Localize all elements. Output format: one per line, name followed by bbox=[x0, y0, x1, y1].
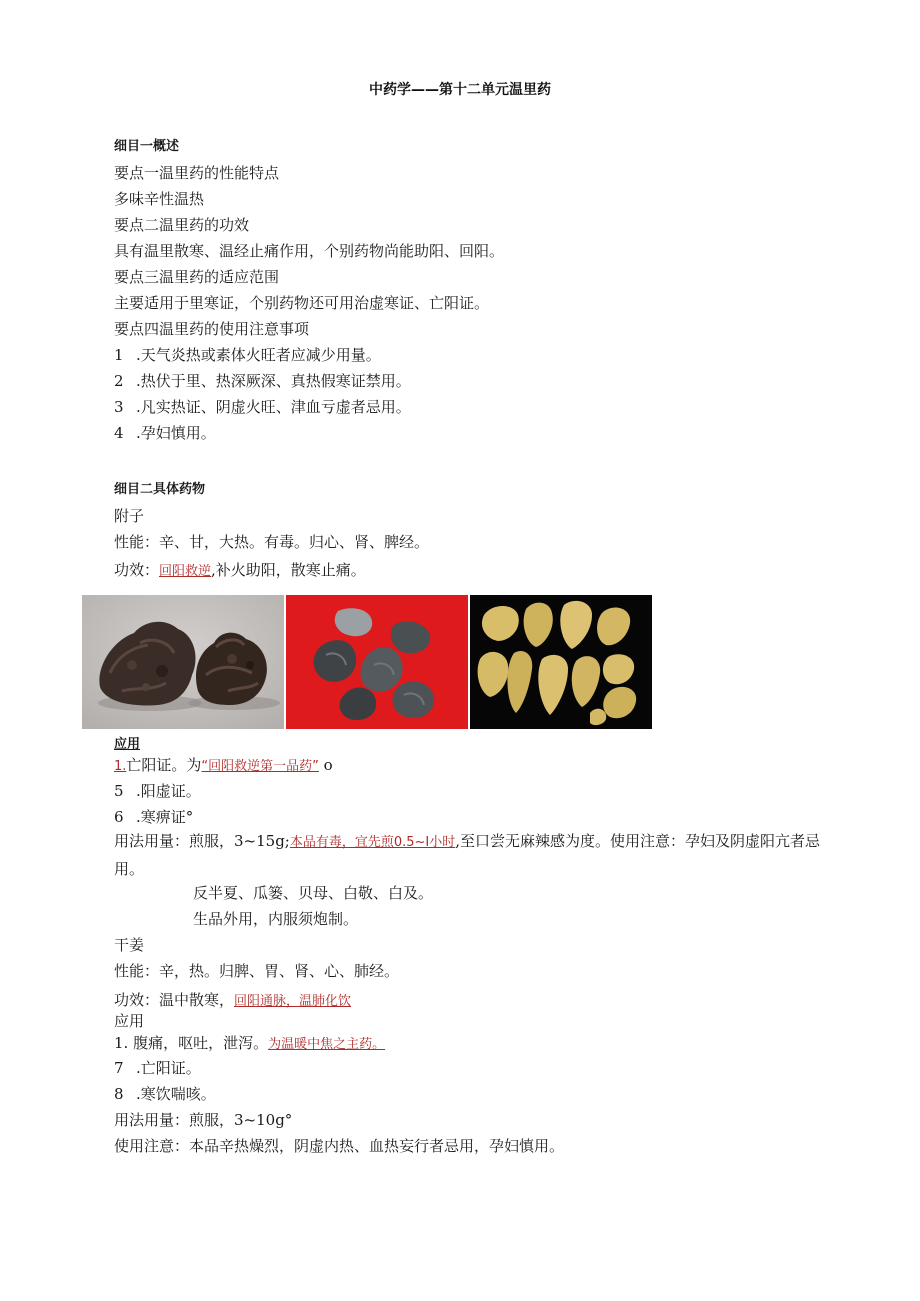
section1-line: 要点四温里药的使用注意事项 bbox=[114, 320, 310, 338]
fuzi-app1-tail: o bbox=[318, 756, 333, 774]
section1-line: 主要适用于里寒证，个别药物还可用治虚寒证、亡阳证。 bbox=[114, 294, 490, 312]
herb-name-fuzi: 附子 bbox=[114, 507, 145, 525]
fuzi-app3-number: 6 bbox=[114, 808, 124, 826]
herb-name-ganjiang: 干姜 bbox=[114, 936, 145, 954]
fuzi-application-heading: 应用 bbox=[114, 737, 141, 752]
fuzi-usage-prefix: 用法用量：煎服，3~15g; bbox=[114, 832, 290, 850]
ganjiang-app1-text: 1. 腹痛，呕吐，泄泻。 bbox=[114, 1034, 269, 1052]
fuzi-application-item bbox=[114, 781, 201, 801]
ganjiang-effect-prefix: 功效：温中散寒， bbox=[114, 991, 235, 1009]
ganjiang-application-item bbox=[114, 1084, 216, 1104]
caution-text: .天气炎热或素体火旺者应减少用量。 bbox=[136, 346, 381, 364]
fuzi-app2-number: 5 bbox=[114, 782, 124, 800]
ganjiang-effect-highlight: 回阳通脉，温肺化饮 bbox=[234, 994, 352, 1009]
fuzi-nature: 性能：辛、甘，大热。有毒。归心、肾、脾经。 bbox=[114, 533, 430, 551]
section1-line: 要点三温里药的适应范围 bbox=[114, 268, 280, 286]
fuzi-effect-highlight: 回阳救逆 bbox=[159, 564, 212, 579]
fuzi-contraindication: 反半夏、瓜篓、贝母、白敬、白及。 bbox=[193, 884, 434, 902]
ganjiang-application-item bbox=[114, 1033, 385, 1055]
ganjiang-application-item bbox=[114, 1058, 201, 1078]
ganjiang-effect bbox=[114, 990, 351, 1012]
ganjiang-usage: 用法用量：煎服，3~10g° bbox=[114, 1111, 293, 1129]
caution-item bbox=[114, 397, 411, 417]
caution-text: .凡实热证、阴虚火旺、津血亏虚者忌用。 bbox=[136, 398, 411, 416]
fuzi-usage-rest: ,至口尝无麻辣感为度。使用注意：孕妇及阴虚阳亢者忌用。 bbox=[114, 832, 821, 878]
caution-number: 3 bbox=[114, 398, 124, 416]
caution-text: .热伏于里、热深厥深、真热假寒证禁用。 bbox=[136, 372, 411, 390]
fuzi-app1-number: 1. bbox=[114, 759, 127, 774]
ganjiang-nature: 性能：辛，热。归脾、胃、肾、心、肺经。 bbox=[114, 962, 400, 980]
fuzi-effect-prefix: 功效： bbox=[114, 561, 160, 579]
section1-heading: 细目一概述 bbox=[114, 139, 180, 154]
fuzi-app2-text: .阳虚证。 bbox=[136, 782, 201, 800]
fuzi-preparation-note: 生品外用，内服须炮制。 bbox=[193, 910, 359, 928]
fuzi-effect bbox=[114, 560, 366, 582]
fuzi-app3-text: .寒痹证° bbox=[136, 808, 194, 826]
caution-number: 2 bbox=[114, 372, 124, 390]
ganjiang-caution: 使用注意：本品辛热燥烈，阴虚内热、血热妄行者忌用，孕妇慎用。 bbox=[114, 1137, 565, 1155]
caution-number: 1 bbox=[114, 346, 124, 364]
fuzi-app1-highlight: “回阳救逆第一品药” bbox=[201, 759, 319, 774]
fuzi-whole-root-photo bbox=[82, 595, 284, 729]
ganjiang-app2-number: 7 bbox=[114, 1059, 124, 1077]
fuzi-black-slices-photo bbox=[286, 595, 468, 729]
caution-item bbox=[114, 423, 216, 443]
fuzi-effect-rest: ,补火助阳，散寒止痛。 bbox=[211, 561, 366, 579]
ganjiang-application-heading: 应用 bbox=[114, 1012, 145, 1030]
caution-item bbox=[114, 345, 381, 365]
fuzi-app1-text: 亡阳证。为 bbox=[126, 756, 202, 774]
ganjiang-app3-number: 8 bbox=[114, 1085, 124, 1103]
section1-line: 要点二温里药的功效 bbox=[114, 216, 250, 234]
fuzi-usage-paragraph bbox=[114, 828, 834, 883]
section1-line: 要点一温里药的性能特点 bbox=[114, 164, 280, 182]
ganjiang-app3-text: .寒饮喘咳。 bbox=[136, 1085, 216, 1103]
caution-text: .孕妇慎用。 bbox=[136, 424, 216, 442]
section2-heading: 细目二具体药物 bbox=[114, 482, 206, 497]
ganjiang-app2-text: .亡阳证。 bbox=[136, 1059, 201, 1077]
section1-line: 多味辛性温热 bbox=[114, 190, 205, 208]
fuzi-application-item bbox=[114, 755, 333, 777]
fuzi-photo-strip bbox=[82, 595, 652, 729]
section1-line: 具有温里散寒、温经止痛作用，个别药物尚能助阳、回阳。 bbox=[114, 242, 505, 260]
fuzi-yellow-slices-photo bbox=[470, 595, 652, 729]
caution-item bbox=[114, 371, 411, 391]
fuzi-usage-highlight: 本品有毒，宜先煎0.5~I小时 bbox=[289, 835, 456, 850]
ganjiang-app1-highlight: 为温暖中焦之主药。 bbox=[268, 1037, 386, 1052]
page-title: 中药学——第十二单元温里药 bbox=[369, 82, 551, 98]
caution-number: 4 bbox=[114, 424, 124, 442]
fuzi-application-item bbox=[114, 807, 193, 827]
